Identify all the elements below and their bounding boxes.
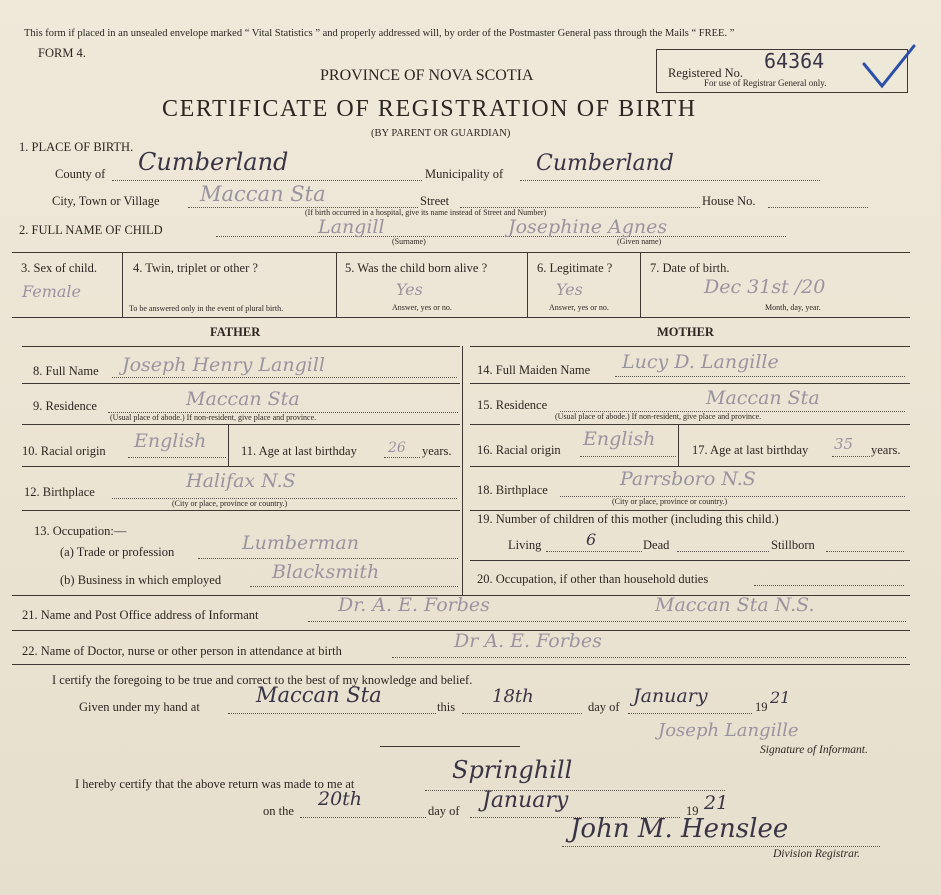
legitimate-label: 6. Legitimate ? bbox=[537, 261, 613, 275]
father-name-label: 8. Full Name bbox=[33, 364, 99, 378]
legitimate-value: Yes bbox=[556, 280, 583, 299]
mother-heading: MOTHER bbox=[657, 325, 714, 339]
mother-birthplace-label: 18. Birthplace bbox=[477, 483, 548, 497]
father-residence: Maccan Sta bbox=[186, 388, 300, 410]
given-place: Maccan Sta bbox=[256, 683, 382, 707]
municipality-label: Municipality of bbox=[425, 167, 504, 181]
registrar-place-line bbox=[425, 790, 725, 791]
given-month-line bbox=[628, 713, 752, 714]
given-place-line bbox=[228, 713, 436, 714]
place-of-birth-heading: 1. PLACE OF BIRTH. bbox=[19, 140, 134, 154]
father-name: Joseph Henry Langill bbox=[122, 354, 325, 376]
child-given-name: Josephine Agnes bbox=[508, 216, 668, 238]
father-residence-note: (Usual place of abode.) If non-resident, give place and province. bbox=[110, 413, 317, 422]
postal-notice: This form if placed in an unsealed envelope marked “ Vital Statistics ” and properly addressed will, by order of the Postmaster General pass through the Mails “ FREE. ” bbox=[24, 28, 735, 39]
sex-label: 3. Sex of child. bbox=[21, 261, 98, 275]
doctor-label: 22. Name of Doctor, nurse or other person in attendance at birth bbox=[22, 644, 342, 658]
county-line bbox=[112, 180, 422, 181]
twin-note: To be answered only in the event of plural birth. bbox=[129, 304, 284, 313]
father-years-label: years. bbox=[422, 444, 452, 458]
dead-label: Dead bbox=[643, 538, 670, 552]
column-divider bbox=[527, 252, 528, 317]
father-residence-label: 9. Residence bbox=[33, 399, 97, 413]
day-of-label: day of bbox=[588, 700, 620, 714]
born-alive-value: Yes bbox=[396, 280, 423, 299]
doctor-name: Dr A. E. Forbes bbox=[454, 630, 602, 652]
father-heading-rule bbox=[22, 346, 460, 347]
children-count-label: 19. Number of children of this mother (including this child.) bbox=[477, 512, 779, 526]
born-alive-caption: Answer, yes or no. bbox=[392, 303, 452, 312]
on-the-label: on the bbox=[263, 804, 294, 818]
column-divider bbox=[640, 252, 641, 317]
form-number: FORM 4. bbox=[38, 46, 86, 60]
mother-age-line bbox=[832, 456, 870, 457]
father-racial-line bbox=[128, 457, 226, 458]
registrar-statement: I hereby certify that the above return was made to me at bbox=[75, 777, 355, 791]
mother-name-label: 14. Full Maiden Name bbox=[477, 363, 591, 377]
informant-label: 21. Name and Post Office address of Informant bbox=[22, 608, 259, 622]
page-title: CERTIFICATE OF REGISTRATION OF BIRTH bbox=[162, 96, 697, 122]
father-racial-label: 10. Racial origin bbox=[22, 444, 106, 458]
check-mark-icon bbox=[858, 42, 918, 92]
house-number-label: House No. bbox=[702, 194, 756, 208]
mother-racial-label: 16. Racial origin bbox=[477, 443, 561, 457]
informant-name: Dr. A. E. Forbes bbox=[338, 594, 490, 616]
mother-name-line bbox=[615, 376, 905, 377]
row-divider bbox=[12, 317, 910, 318]
column-divider bbox=[336, 252, 337, 317]
given-day: 18th bbox=[492, 686, 534, 707]
mother-occupation-label: 20. Occupation, if other than household duties bbox=[477, 572, 709, 586]
registrar-day-of-label: day of bbox=[428, 804, 460, 818]
birth-date-caption: Month, day, year. bbox=[765, 303, 821, 312]
registrar-day: 20th bbox=[318, 788, 363, 810]
given-name-caption: (Given name) bbox=[617, 237, 662, 246]
row-divider bbox=[22, 383, 460, 384]
dead-line bbox=[677, 551, 769, 552]
sex-value: Female bbox=[22, 282, 81, 301]
stillborn-label: Stillborn bbox=[771, 538, 815, 552]
row-divider bbox=[22, 466, 460, 467]
business-line bbox=[250, 586, 458, 587]
living-label: Living bbox=[508, 538, 542, 552]
municipality-value: Cumberland bbox=[536, 151, 674, 176]
mother-residence-note: (Usual place of abode.) If non-resident, give place and province. bbox=[555, 412, 762, 421]
registrar-use-note: For use of Registrar General only. bbox=[704, 78, 827, 88]
twin-label: 4. Twin, triplet or other ? bbox=[133, 261, 258, 275]
city-value: Maccan Sta bbox=[200, 182, 326, 206]
given-year: 21 bbox=[770, 688, 791, 707]
born-alive-label: 5. Was the child born alive ? bbox=[345, 261, 488, 275]
father-age: 26 bbox=[388, 440, 406, 456]
row-divider bbox=[470, 383, 910, 384]
registered-number-label: Registered No. bbox=[668, 66, 743, 80]
birth-date-label: 7. Date of birth. bbox=[650, 261, 730, 275]
father-age-line bbox=[384, 457, 420, 458]
county-value: Cumberland bbox=[138, 148, 289, 176]
father-birthplace-note: (City or place, province or country.) bbox=[172, 499, 288, 508]
given-under-hand-label: Given under my hand at bbox=[79, 700, 200, 714]
child-surname: Langill bbox=[318, 216, 385, 238]
signature-caption: Signature of Informant. bbox=[760, 744, 868, 756]
registrar-place: Springhill bbox=[452, 756, 573, 784]
father-birthplace-label: 12. Birthplace bbox=[24, 485, 95, 499]
given-day-line bbox=[462, 713, 582, 714]
father-racial-origin: English bbox=[134, 430, 207, 452]
occupation-label: 13. Occupation:— bbox=[34, 524, 127, 538]
informant-signature: Joseph Langille bbox=[658, 720, 799, 741]
mother-residence: Maccan Sta bbox=[706, 387, 820, 409]
row-divider bbox=[470, 466, 910, 467]
this-label: this bbox=[437, 700, 456, 714]
registrar-signature: John M. Henslee bbox=[570, 814, 789, 844]
column-divider bbox=[678, 424, 679, 466]
doctor-line bbox=[392, 657, 906, 658]
row-divider bbox=[470, 424, 910, 425]
separator-rule bbox=[380, 746, 520, 747]
column-separator bbox=[462, 346, 463, 595]
surname-caption: (Surname) bbox=[392, 237, 426, 246]
page-subtitle: (BY PARENT OR GUARDIAN) bbox=[371, 128, 511, 139]
row-divider bbox=[12, 664, 910, 665]
mother-heading-rule bbox=[470, 346, 910, 347]
row-divider bbox=[470, 510, 910, 511]
registered-number: 64364 bbox=[764, 49, 825, 73]
province-heading: PROVINCE OF NOVA SCOTIA bbox=[320, 67, 534, 84]
county-label: County of bbox=[55, 167, 106, 181]
mother-age: 35 bbox=[834, 435, 854, 453]
column-divider bbox=[228, 424, 229, 466]
mother-residence-label: 15. Residence bbox=[477, 398, 548, 412]
row-divider bbox=[12, 252, 910, 253]
hospital-note: (If birth occurred in a hospital, give its name instead of Street and Number) bbox=[305, 208, 547, 217]
informant-line bbox=[308, 621, 906, 622]
child-name-label: 2. FULL NAME OF CHILD bbox=[19, 223, 163, 237]
registrar-month: January bbox=[482, 788, 569, 813]
mother-years-label: years. bbox=[871, 443, 901, 457]
given-year-prefix: 19 bbox=[755, 700, 768, 714]
living-count: 6 bbox=[586, 530, 597, 549]
father-heading: FATHER bbox=[210, 325, 261, 339]
mother-occupation-line bbox=[754, 585, 904, 586]
row-divider bbox=[22, 424, 460, 425]
registrar-day-line bbox=[300, 817, 426, 818]
trade-line bbox=[198, 558, 458, 559]
registrar-year-prefix: 19 bbox=[686, 804, 699, 818]
father-name-line bbox=[112, 377, 457, 378]
mother-birthplace-note: (City or place, province or country.) bbox=[612, 497, 728, 506]
stillborn-line bbox=[826, 551, 904, 552]
registrar-signature-line bbox=[562, 846, 880, 847]
trade-value: Lumberman bbox=[242, 532, 359, 554]
trade-label: (a) Trade or profession bbox=[60, 545, 175, 559]
business-label: (b) Business in which employed bbox=[60, 573, 222, 587]
city-label: City, Town or Village bbox=[52, 194, 160, 208]
municipality-line bbox=[520, 180, 820, 181]
mother-racial-origin: English bbox=[583, 428, 656, 450]
informant-address: Maccan Sta N.S. bbox=[655, 594, 815, 616]
certification-statement: I certify the foregoing to be true and correct to the best of my knowledge and belief. bbox=[52, 673, 473, 687]
given-month: January bbox=[633, 685, 708, 707]
row-divider bbox=[470, 560, 910, 561]
child-name-line bbox=[216, 236, 786, 237]
mother-age-label: 17. Age at last birthday bbox=[692, 443, 809, 457]
mother-racial-line bbox=[580, 456, 676, 457]
birth-date-value: Dec 31st /20 bbox=[704, 276, 826, 298]
living-line bbox=[546, 551, 642, 552]
business-value: Blacksmith bbox=[272, 561, 380, 583]
row-divider bbox=[22, 510, 460, 511]
father-age-label: 11. Age at last birthday bbox=[241, 444, 357, 458]
mother-name: Lucy D. Langille bbox=[622, 351, 779, 373]
legitimate-caption: Answer, yes or no. bbox=[549, 303, 609, 312]
registrar-caption: Division Registrar. bbox=[773, 848, 860, 860]
registrar-year: 21 bbox=[704, 792, 729, 814]
column-divider bbox=[122, 252, 123, 317]
mother-birthplace: Parrsboro N.S bbox=[620, 468, 756, 490]
house-number-line bbox=[768, 207, 868, 208]
father-birthplace: Halifax N.S bbox=[186, 470, 296, 492]
street-label: Street bbox=[420, 194, 450, 208]
